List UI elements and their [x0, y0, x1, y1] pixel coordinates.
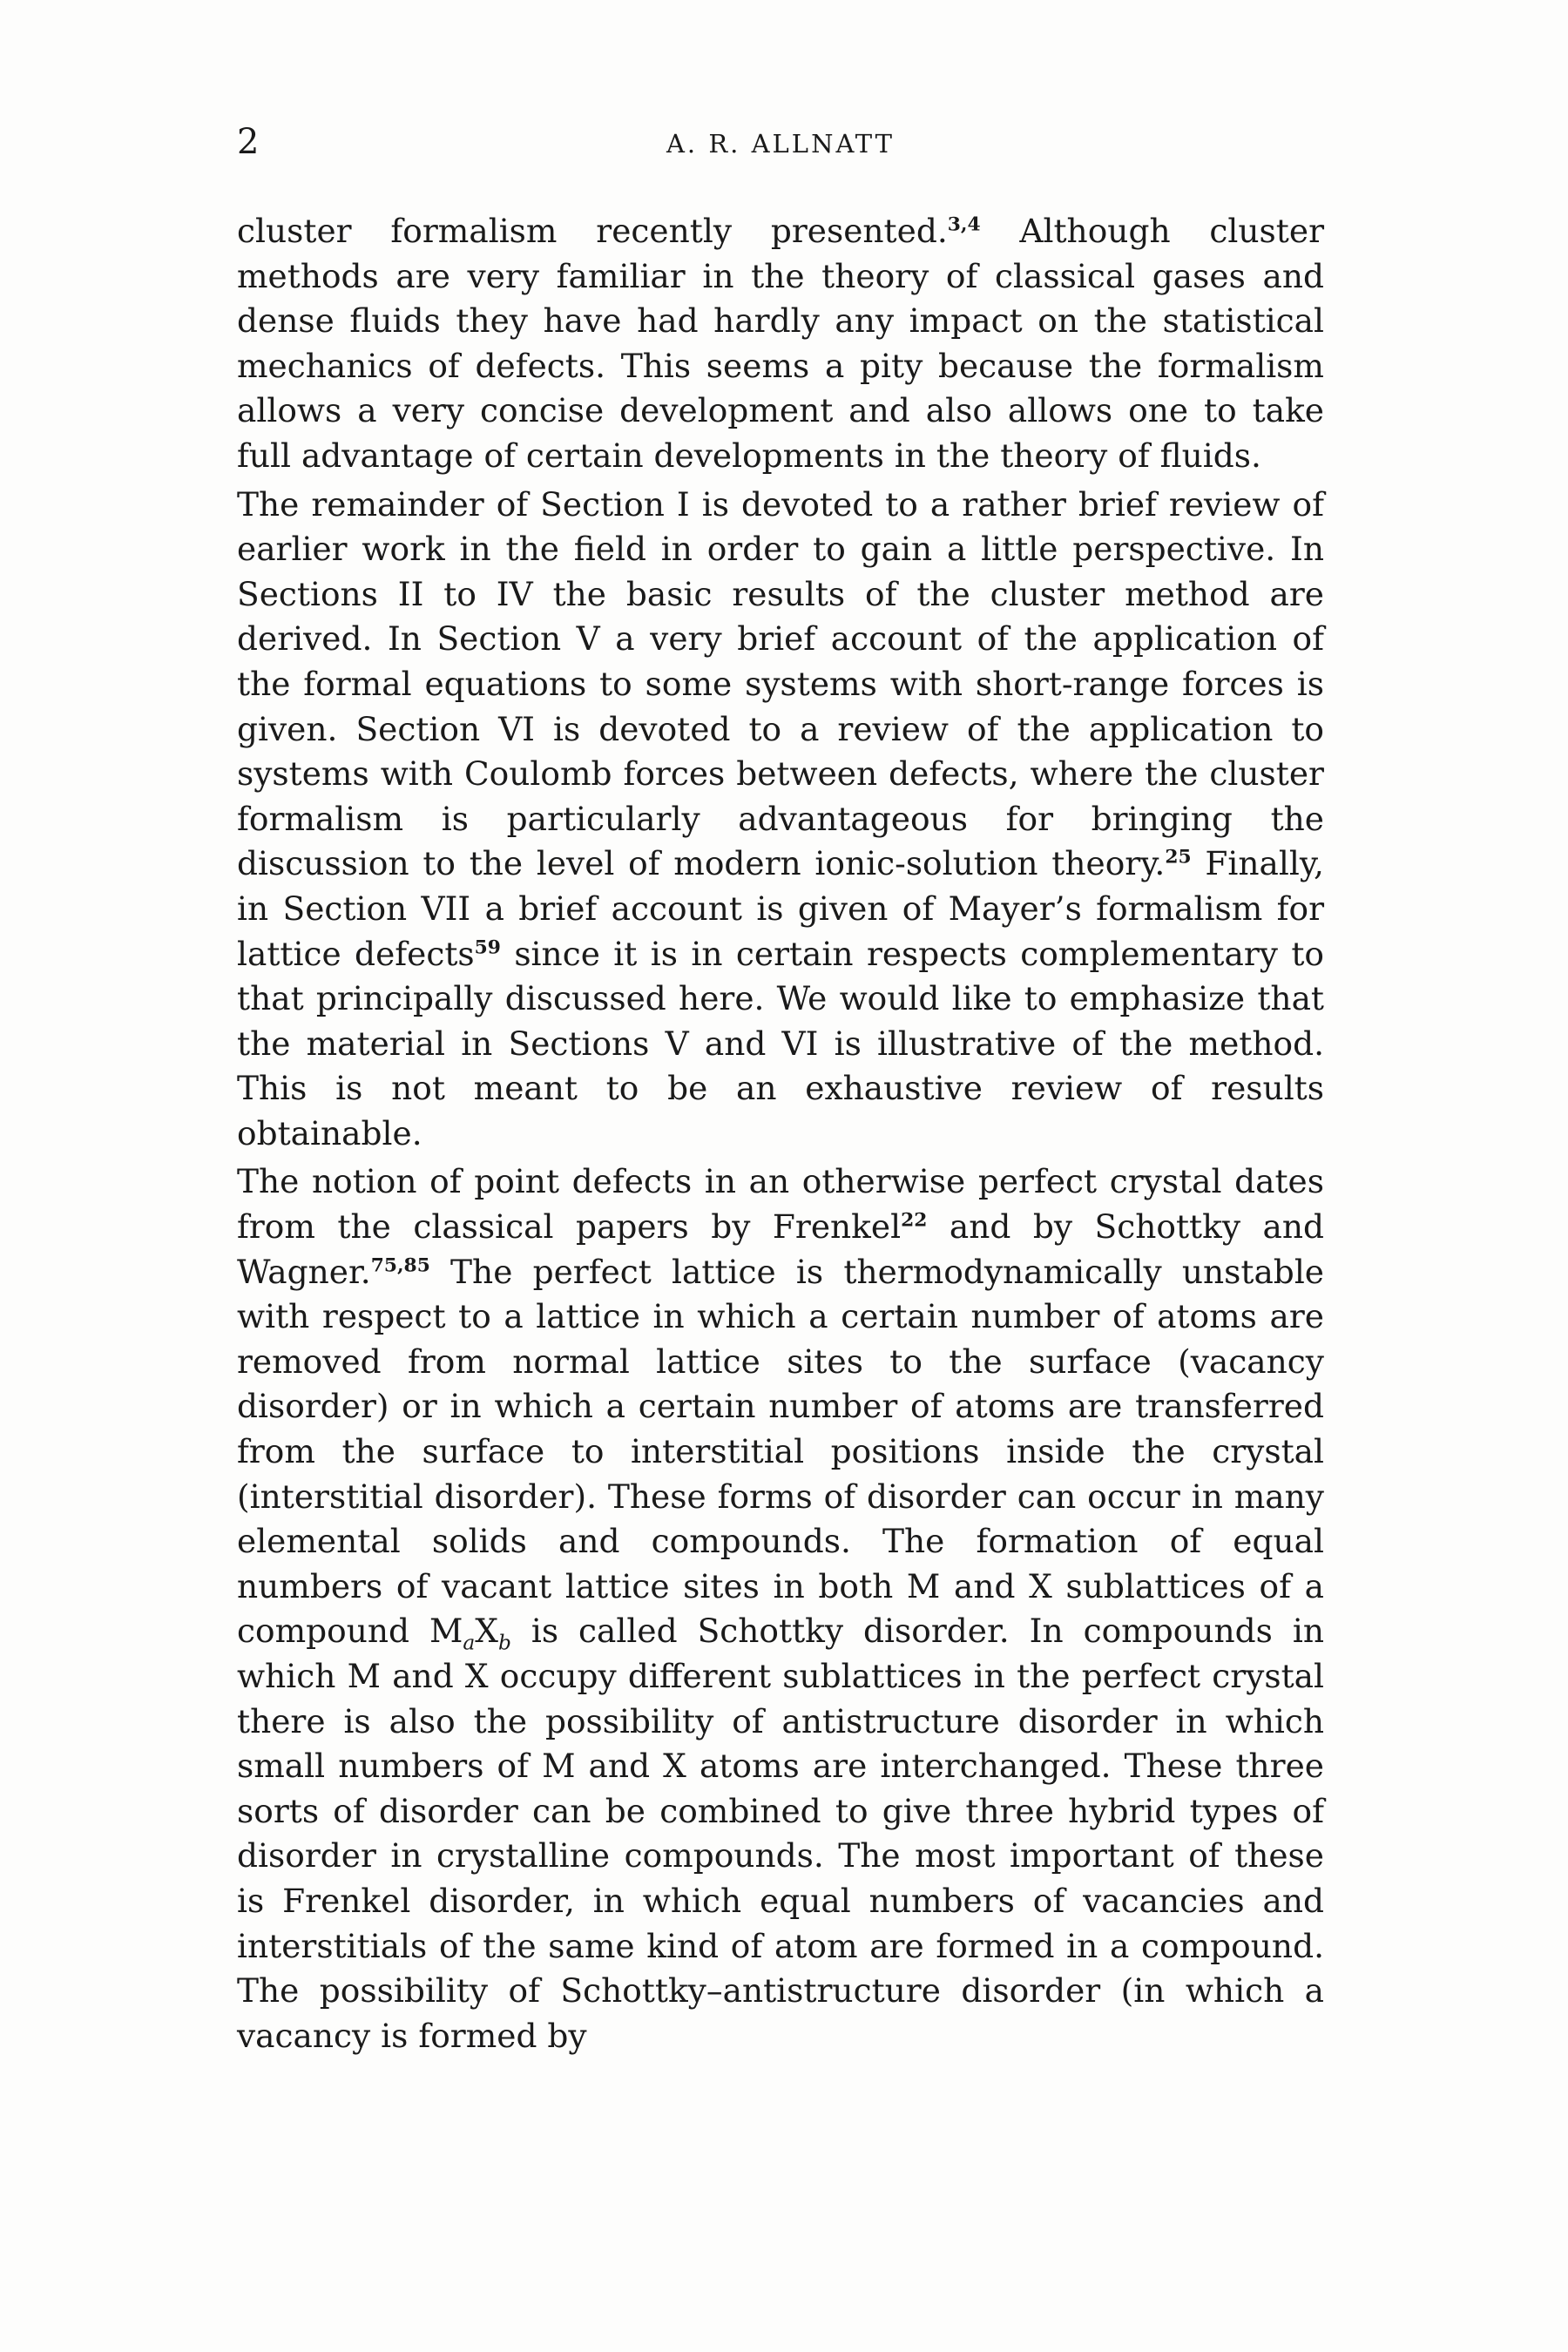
text-run: The perfect lattice is thermodynamically unstable with respect to a lattice in which a certain number of atoms are removed from normal lattice sites to the surface (vacancy disorder) or in which a certain number of atoms are transferred from the surface to interstitial positions inside the crystal (interstitial disorder). These forms of disorder can occur in many elemental solids and compounds. The formation of equal numbers of vacant lattice sites in both M and X sublattices of a compound M	[237, 1252, 1324, 1651]
text-run: and by Schottky and Wagner.	[237, 1207, 1324, 1291]
text-run: Finally, in Section VII a brief account is given of Mayer’s formalism for lattice defects	[237, 844, 1324, 973]
reference-superscript: 59	[474, 936, 501, 958]
text-run: since it is in certain respects complementary to that principally discussed here. We would like to emphasize that the material in Sections V and VI is illustrative of the method. This is not meant to be an exhaustive review of results obtainable.	[237, 934, 1324, 1152]
subscript: a	[463, 1631, 476, 1655]
running-head	[237, 120, 1324, 169]
text-run: Although cluster methods are very familiar in the theory of classical gases and dense fluids they have had hardly any impact on the statistical mechanics of defects. This seems a pity because the formalism allows a very concise development and also allows one to take full advantage of certain developments in the theory of fluids.	[237, 212, 1324, 475]
running-author: A. R. ALLNATT	[666, 129, 896, 159]
text-run: is called Schottky disorder. In compounds in which M and X occupy different sublattices in the perfect crystal there is also the possibility of antistructure disorder in which small numbers of M and X atoms are interchanged. These three sorts of disorder can be combined to give three hybrid types of disorder in crystalline compounds. The most important of these is Frenkel disorder, in which equal numbers of vacancies and interstitials of the same kind of atom are formed in a compound. The possibility of Schottky–antistructure disorder (in which a vacancy is formed by	[237, 1612, 1324, 2055]
paragraph-section-overview	[237, 483, 1324, 1157]
reference-superscript: 75,85	[370, 1254, 430, 1277]
reference-superscript: 25	[1165, 846, 1192, 868]
paragraph-intro-cluster	[237, 209, 1324, 479]
reference-superscript: 22	[901, 1209, 928, 1232]
paragraph-point-defects	[237, 1159, 1324, 2058]
reference-superscript: 3,4	[947, 213, 981, 236]
subscript: b	[497, 1631, 511, 1655]
text-run: X	[475, 1612, 498, 1651]
body-text	[237, 209, 1324, 2058]
page-number: 2	[237, 122, 260, 162]
text-run: The remainder of Section I is devoted to a rather brief review of earlier work in the field in order to gain a little perspective. In Sections II to IV the basic results of the cluster method are derived. In Section V a very brief account of the application of the formal equations to some systems with short-range forces is given. Section VI is devoted to a review of the application to systems with Coulomb forces between defects, where the cluster formalism is particularly advantageous for bringing the discussion to the level of modern ionic-solution theory.	[237, 484, 1324, 883]
text-run: The notion of point defects in an otherwise perfect crystal dates from the classical papers by Frenkel	[237, 1162, 1324, 1247]
text-run: cluster formalism recently presented.	[237, 212, 948, 250]
